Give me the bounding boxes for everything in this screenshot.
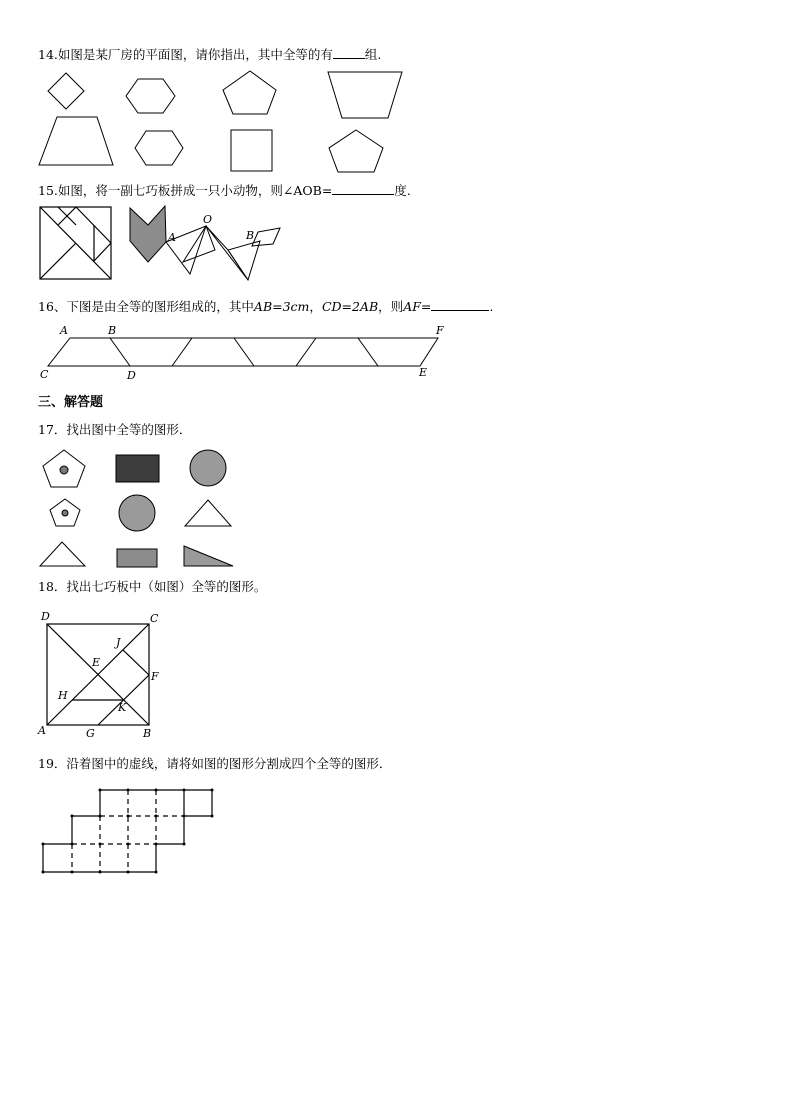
question-14-suffix: 组. — [364, 47, 382, 62]
question-17-text: 17．找出图中全等的图形． — [38, 422, 192, 437]
label-C: C — [150, 612, 159, 625]
label-K: K — [118, 701, 127, 714]
label-C: C — [40, 368, 49, 381]
label-F: F — [151, 670, 159, 683]
expr-cd: CD=2AB — [321, 299, 379, 314]
label-J: J — [116, 636, 121, 649]
label-B: B — [108, 324, 117, 337]
label-A: A — [60, 324, 68, 337]
label-A: A — [168, 231, 176, 244]
question-15-text: 15.如图，将一副七巧板拼成一只小动物，则∠AOB= — [38, 183, 333, 198]
section-title: 三、解答题 — [38, 395, 104, 410]
then-text: ，则 — [378, 299, 404, 314]
expr-ab: AB=3cm — [253, 299, 310, 314]
label-B: B — [143, 727, 152, 740]
question-15-suffix: 度. — [394, 183, 411, 198]
question-14-text: 14.如图是某厂房的平面图，请你指出，其中全等的有 — [38, 47, 333, 62]
label-F: F — [436, 324, 444, 337]
label-H: H — [58, 689, 68, 702]
question-19-text: 19．沿着图中的虚线，请将如图的图形分割成四个全等的图形． — [38, 756, 392, 771]
question-16-prefix: 16、下图是由全等的图形组成的，其中 — [38, 299, 254, 314]
label-G: G — [86, 727, 95, 740]
label-D: D — [41, 610, 50, 623]
label-E: E — [419, 366, 428, 379]
label-O: O — [203, 213, 213, 226]
expr-af: AF= — [403, 299, 432, 314]
label-B: B — [246, 229, 255, 242]
question-18-text: 18．找出七巧板中（如图）全等的图形。 — [38, 579, 267, 594]
label-D: D — [127, 369, 136, 382]
label-A: A — [38, 724, 46, 737]
separator: ， — [309, 299, 322, 314]
label-E: E — [92, 656, 101, 669]
question-16-suffix: . — [489, 299, 494, 314]
